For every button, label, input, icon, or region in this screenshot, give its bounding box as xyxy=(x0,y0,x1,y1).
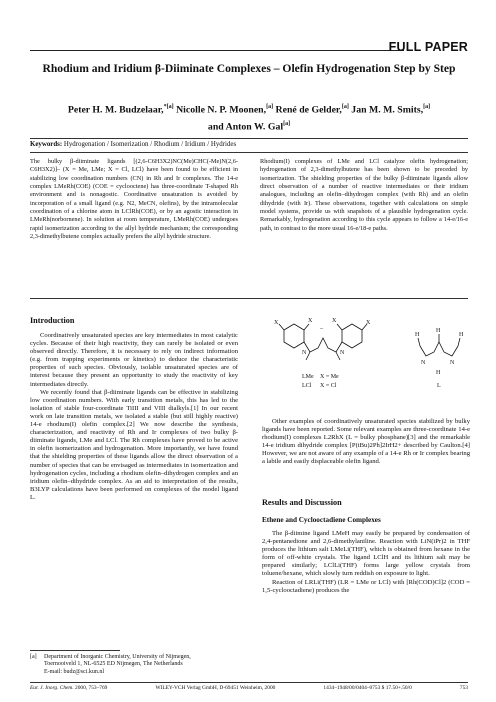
paragraph: Other examples of coordinatively unsaturated species stabilized by bulky ligands have been reported. Some relevant examples are three-coordinate 14-e rhodium(I) complexes L2RhX (L = bulky phosphane)[3] and the remarkable 14-e iridium dihydride complex [P(tBu)2Ph]2IrH2+ described by Caulton.[4] However, we are not aware of any example of a 14-e Rh or Ir complex bearing a labile and easily displaceable olefin ligand. xyxy=(262,418,470,466)
intro-heading: Introduction xyxy=(30,316,75,325)
model-ligand xyxy=(420,342,458,356)
page-number: 753 xyxy=(459,685,468,691)
right-col-intro-end xyxy=(262,418,470,467)
x-cl-label: X = Cl xyxy=(320,383,337,389)
footnote-rule xyxy=(30,650,120,651)
x-me-label: X = Me xyxy=(320,374,339,380)
footer-rule xyxy=(30,682,468,683)
backbone xyxy=(304,338,342,352)
ligand-lme-label: LMe xyxy=(302,374,314,380)
n-label: N xyxy=(450,360,455,366)
ligand-lcl-label: LCl xyxy=(302,383,312,389)
paragraph: Reaction of LRLi(THF) (LR = LMe or LCl) with [Rh(COD)Cl]2 (COD = 1,5-cyclooctadiene) produces the xyxy=(262,578,470,594)
ligand-l-label: L xyxy=(437,383,441,389)
footnote-body xyxy=(44,654,238,676)
h-label: H xyxy=(436,328,441,334)
footnote-line: Department of Inorganic Chemistry, University of Nijmegen, xyxy=(44,654,191,660)
affiliation-mark: [a] xyxy=(341,104,349,110)
footnote-mark: [a] xyxy=(30,654,37,660)
keywords xyxy=(30,140,468,150)
x-label: X xyxy=(308,318,313,324)
author-name: Peter H. M. Budzelaar, xyxy=(67,104,164,116)
year-pages: 2000, 753–769 xyxy=(75,685,108,691)
header-rule xyxy=(30,50,404,51)
intro-body xyxy=(30,332,238,502)
paper-title: Rhodium and Iridium β-Diiminate Complexes – Olefin Hydrogenation Step by Step xyxy=(42,62,456,75)
chemical-structures-figure xyxy=(262,308,470,412)
footnote-line: E-mail: budz@sci.kun.nl xyxy=(44,668,105,675)
h-label: H xyxy=(459,332,464,338)
n-label: N xyxy=(302,350,307,356)
h-label: H xyxy=(415,332,420,338)
affiliation-mark: [a] xyxy=(283,121,291,128)
page-footer xyxy=(30,685,468,692)
paragraph: Coordinatively unsaturated species are key intermediates in most catalytic cycles. Because of their high reactivity, they can rarely be isolated or even observed directly. Therefore, it is necessary to rely on indirect information (e.g. from trapping experiments or kinetics) to deduce the characteristic properties of such species. Obviously, isolable unsaturated species are of interest because they present an opportunity to study the reactivity of key intermediates directly. xyxy=(30,332,238,388)
paragraph: We recently found that β-diiminate ligands can be effective in stabilizing low coordination numbers. With early transition metals, this has led to the isolation of stable four-coordinate TiIII and VIII dialkyls.[1] In our recent work on late transition metals, we isolated a stable (but still highly reactive) 14-e rhodium(I) olefin complex.[2] We now describe the synthesis, characterization, and reactivity of Rh and Ir complexes of two bulky β-diiminate ligands, LMe and LCl. The Rh complexes have proved to be active in olefin isomerization and hydrogenation. More importantly, we have found that the shielding properties of these ligands allow the direct observation of a number of species that can be envisaged as intermediates in isomerization and hydrogenation cycles, including a rhodium olefin–dihydrogen complex and an iridium olefin–dihydride complex. As an aid to interpretation of the results, B3LYP calculations have been performed on complexes of the model ligand L. xyxy=(30,388,238,501)
author-list xyxy=(30,100,468,135)
footnote xyxy=(30,654,238,676)
affiliation-mark: *[a] xyxy=(163,104,174,110)
abstract-right: Rhodium(I) complexes of LMe and LCl catalyze olefin hydrogenation; hydrogenation of 2,3-dimethylbutene has been shown to be preceded by isomerization. The shielding properties of the bulky β-diiminate ligands allow direct observation of a number of reactive intermediates or their iridium analogues, including an olefin–dihydrogen complex (with Rh) and an olefin dihydride (with Ir). These observations, together with calculations on simple model systems, provide us with snapshots of a plausible hydrogenation cycle. Remarkably, hydrogenation according to this cycle appears to follow a 14-e/16-e path, in contrast to the more usual 16-e/18-e paths. xyxy=(260,158,468,232)
x-label: X xyxy=(366,320,371,326)
author-name: Nicolle N. P. Moonen, xyxy=(176,104,267,116)
keywords-label: Keywords: xyxy=(30,141,63,148)
author-name: René de Gelder, xyxy=(275,104,342,116)
abstract-left: The bulky β-diiminate ligands [(2,6-C6H3X2)NC(Me)CHC(-Me)N(2,6-C6H3X2)]– (X = Me, LMe; X = Cl, LCl) have been found to be efficient in stabilizing low coordination numbers (CN) in Rh and Ir complexes. The 14-e complex LMeRh(COE) (COE = cyclooctene) has three-coordinate T-shaped Rh environment and is nonagostic. Coordinative unsaturation is avoided by incorporation of a small ligand (e.g. N2, MeCN, olefins), by the intramolecular coordination of a chlorine atom in LClRh(COE), or by an agostic interaction in LMeRh(norbornene). In solution at room temperature, LMeRh(COE) undergoes rapid isomerization according to the allyl hydride mechanism; the corresponding 2,3-dimethylbutene complex actually prefers the allyl hydride structure. xyxy=(30,158,238,241)
x-label: X xyxy=(332,318,337,324)
journal-name: Eur. J. Inorg. Chem. xyxy=(30,685,74,691)
author-name: and Anton W. Gal xyxy=(207,121,284,133)
results-body xyxy=(262,530,470,595)
h-label: H xyxy=(436,370,441,376)
charge-label: – xyxy=(320,326,323,332)
n-label: N xyxy=(340,350,345,356)
results-heading: Results and Discussion xyxy=(262,498,342,507)
x-label: X xyxy=(274,320,279,326)
keywords-rule-bottom xyxy=(30,152,468,153)
footnote-line: Toernooiveld 1, NL-6525 ED Nijmegen, The Netherlands xyxy=(44,661,183,668)
abstract-rule-bottom xyxy=(30,298,468,299)
aryl-ring-right xyxy=(342,324,362,348)
issn: 1434–1948/00/0404–0753 $ 17.50+.50/0 xyxy=(323,685,412,691)
n-label: N xyxy=(421,360,426,366)
aryl-ring-left xyxy=(284,324,304,348)
paragraph: The β-diimine ligand LMeH may easily be prepared by condensation of 2,4-pentanedione and 2,6-dimethylaniline. Reaction with LiN(iPr)2 in THF produces the lithium salt LMeLi(THF), which is obtained from hexane in the form of off-white crystals. The ligand LClH and its lithium salt may be prepared similarly; LClLi(THF) forms large yellow crystals from toluene/hexane, which slowly turn reddish on exposure to light. xyxy=(262,530,470,578)
affiliation-mark: [a] xyxy=(423,104,431,110)
keywords-text: Hydrogenation / Isomerization / Rhodium / Iridium / Hydrides xyxy=(63,141,237,148)
keywords-rule-top xyxy=(30,138,468,139)
publisher: WILEY-VCH Verlag GmbH, D-69451 Weinheim, 2000 xyxy=(155,685,276,691)
section-label: FULL PAPER xyxy=(388,40,468,54)
structures-svg xyxy=(262,308,470,412)
affiliation-mark: [a] xyxy=(266,104,274,110)
subheading: Ethene and Cyclooctadiene Complexes xyxy=(262,516,381,524)
journal-citation xyxy=(30,685,107,692)
author-name: Jan M. M. Smits, xyxy=(351,104,424,116)
